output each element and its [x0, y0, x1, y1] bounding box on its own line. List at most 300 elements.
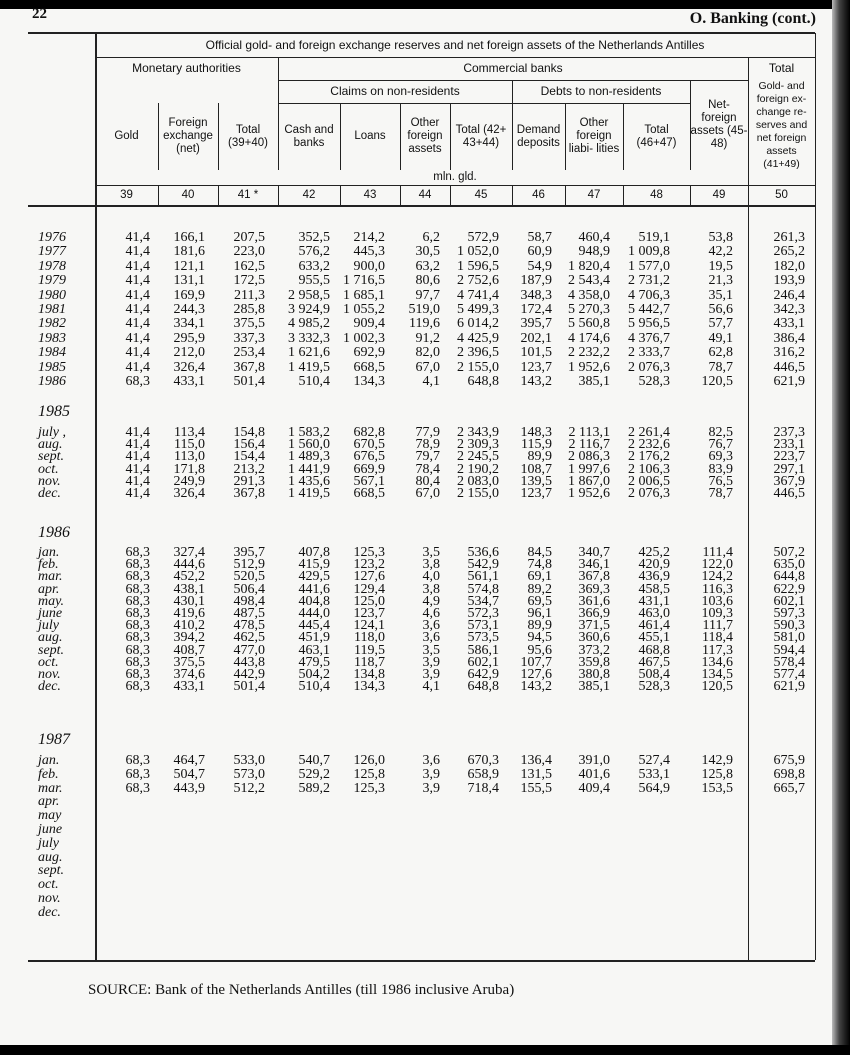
table-cell: 337,3 — [233, 330, 265, 346]
table-cell: 443,8 — [233, 654, 265, 670]
table-cell: 30,5 — [415, 244, 440, 260]
row-label: mar. — [38, 569, 63, 585]
table-cell: 622,9 — [773, 581, 805, 597]
table-cell: 451,9 — [298, 630, 330, 646]
table-cell: 4 358,0 — [568, 287, 610, 303]
table-cell: 621,9 — [773, 679, 805, 695]
table-cell: 327,4 — [173, 545, 205, 560]
table-cell: 698,8 — [773, 766, 805, 782]
table-cell: 125,3 — [353, 545, 385, 560]
table-cell: 79,7 — [415, 449, 440, 465]
table-cell: 127,6 — [353, 569, 385, 585]
table-cell: 444,6 — [173, 557, 205, 573]
table-cell: 431,1 — [638, 593, 670, 609]
column-number: 44 — [418, 189, 432, 201]
table-cell: 446,5 — [773, 486, 805, 501]
table-cell: 445,3 — [353, 244, 385, 260]
table-cell: 501,4 — [233, 374, 265, 389]
table-cell: 648,8 — [467, 679, 499, 695]
row-label: sept. — [38, 449, 65, 465]
table-cell: 126,0 — [353, 753, 385, 768]
table-cell: 375,5 — [173, 654, 205, 670]
table-cell: 67,0 — [415, 359, 440, 375]
column-header: Gold — [114, 130, 139, 142]
table-cell: 533,0 — [233, 753, 265, 768]
table-cell: 590,3 — [773, 618, 805, 634]
table-cell: 408,7 — [173, 642, 205, 658]
group-debts-non-residents: Debts to non-residents — [540, 84, 662, 98]
table-cell: 42,2 — [708, 244, 733, 260]
table-cell: 187,9 — [520, 273, 552, 289]
table-cell: 1 596,5 — [457, 258, 499, 274]
table-cell: 498,4 — [233, 593, 265, 609]
row-label: may — [38, 808, 62, 824]
table-cell: 573,1 — [467, 618, 499, 634]
table-cell: 101,5 — [520, 345, 552, 361]
table-cell: 4,1 — [422, 374, 440, 389]
table-title: Official gold- and foreign exchange reserves and net foreign assets of the Netherlands Antilles — [205, 37, 705, 52]
table-cell: 5 442,7 — [628, 302, 670, 317]
table-cell: 461,4 — [638, 618, 670, 634]
row-label: oct. — [38, 461, 59, 477]
table-cell: 69,5 — [527, 593, 552, 609]
table-cell: 68,3 — [125, 630, 150, 646]
table-cell: 4 376,7 — [628, 330, 670, 346]
table-cell: 95,6 — [527, 642, 552, 658]
table-cell: 212,0 — [173, 345, 205, 361]
table-cell: 348,3 — [520, 287, 552, 303]
table-cell: 342,3 — [773, 302, 805, 317]
table-cell: 4 985,2 — [288, 316, 330, 332]
table-cell: 35,1 — [708, 287, 733, 303]
group-total: Total — [768, 61, 795, 75]
scan-border-bottom — [0, 1045, 850, 1055]
table-cell: 669,9 — [353, 461, 385, 477]
table-cell: 429,5 — [298, 569, 330, 585]
column-number: 40 — [181, 189, 195, 201]
table-cell: 1 560,0 — [288, 437, 330, 453]
table-cell: 1 621,6 — [288, 345, 330, 361]
column-number: 49 — [712, 189, 726, 201]
table-cell: 68,3 — [125, 766, 150, 782]
table-cell: 2 116,7 — [568, 437, 610, 453]
table-cell: 597,3 — [773, 606, 805, 621]
table-cell: 373,2 — [578, 642, 610, 658]
table-cell: 139,5 — [520, 473, 552, 489]
table-cell: 68,3 — [125, 374, 150, 389]
table-cell: 692,9 — [353, 345, 385, 361]
table-cell: 76,5 — [708, 473, 733, 489]
table-cell: 76,7 — [708, 437, 733, 453]
table-cell: 116,3 — [702, 581, 733, 597]
table-cell: 4 706,3 — [628, 287, 670, 303]
table-cell: 478,5 — [233, 618, 265, 634]
table-cell: 504,7 — [173, 766, 205, 782]
table-cell: 374,6 — [173, 667, 205, 682]
table-cell: 682,8 — [353, 425, 385, 440]
table-cell: 69,1 — [527, 569, 552, 585]
table-cell: 467,5 — [638, 654, 670, 670]
table-cell: 124,1 — [353, 618, 385, 634]
table-cell: 668,5 — [353, 359, 385, 375]
table-cell: 5 270,3 — [568, 302, 610, 317]
table-cell: 460,4 — [578, 230, 610, 245]
table-cell: 4 741,4 — [457, 287, 499, 303]
table-cell: 2 113,1 — [568, 425, 610, 440]
table-cell: 635,0 — [773, 557, 805, 573]
table-cell: 394,2 — [173, 630, 205, 646]
table-cell: 1 055,2 — [343, 302, 385, 317]
table-cell: 68,3 — [125, 569, 150, 585]
table-cell: 2 958,5 — [288, 287, 330, 303]
table-cell: 1 952,6 — [568, 486, 610, 501]
table-cell: 41,4 — [125, 449, 150, 465]
table-cell: 2 261,4 — [628, 425, 670, 440]
table-cell: 326,4 — [173, 359, 205, 375]
table-cell: 527,4 — [638, 753, 670, 768]
table-cell: 41,4 — [125, 287, 150, 303]
table-cell: 153,5 — [701, 780, 733, 796]
table-cell: 171,8 — [173, 461, 205, 477]
table-cell: 572,3 — [467, 606, 499, 621]
table-cell: 479,5 — [298, 654, 330, 670]
table-cell: 108,7 — [520, 461, 552, 477]
table-cell: 124,2 — [701, 569, 733, 585]
table-cell: 446,5 — [773, 359, 805, 375]
table-cell: 542,9 — [467, 557, 499, 573]
table-cell: 129,4 — [353, 581, 385, 597]
table-cell: 117,3 — [702, 642, 733, 658]
table-cell: 1 002,3 — [343, 330, 385, 346]
table-cell: 41,4 — [125, 330, 150, 346]
row-label: 1981 — [38, 302, 66, 317]
table-cell: 68,3 — [125, 753, 150, 768]
table-cell: 5 560,8 — [568, 316, 610, 332]
table-cell: 487,5 — [233, 606, 265, 621]
table-cell: 1 489,3 — [288, 449, 330, 465]
table-cell: 718,4 — [467, 780, 499, 796]
table-cell: 540,7 — [298, 753, 330, 768]
table-cell: 172,5 — [233, 273, 265, 289]
table-cell: 367,8 — [233, 486, 265, 501]
table-cell: 528,3 — [638, 374, 670, 389]
table-cell: 3,6 — [422, 618, 440, 634]
table-cell: 415,9 — [298, 557, 330, 573]
table-cell: 56,6 — [708, 302, 733, 317]
table-cell: 41,4 — [125, 273, 150, 289]
table-cell: 443,9 — [173, 780, 205, 796]
table-cell: 464,7 — [173, 753, 205, 768]
table-cell: 107,7 — [520, 654, 552, 670]
table-cell: 2 309,3 — [457, 437, 499, 453]
table-cell: 2 076,3 — [628, 359, 670, 375]
column-header: Net- foreign assets (45-48) — [690, 99, 748, 150]
table-cell: 41,4 — [125, 230, 150, 245]
row-label: 1983 — [38, 330, 66, 346]
table-cell: 602,1 — [467, 654, 499, 670]
column-header: Total (42+ 43+44) — [455, 123, 507, 149]
table-cell: 68,3 — [125, 618, 150, 634]
table-cell: 58,7 — [527, 230, 552, 245]
table-cell: 468,8 — [638, 642, 670, 658]
table-cell: 3,5 — [422, 642, 440, 658]
table-cell: 3,9 — [422, 667, 440, 682]
scan-binding-edge — [832, 0, 850, 1055]
table-cell: 115,0 — [174, 437, 205, 453]
table-cell: 181,6 — [173, 244, 205, 260]
table-cell: 670,3 — [467, 753, 499, 768]
table-cell: 346,1 — [578, 557, 610, 573]
row-label: aug. — [38, 630, 63, 646]
table-cell: 519,1 — [638, 230, 670, 245]
table-cell: 533,1 — [638, 766, 670, 782]
section-title: O. Banking (cont.) — [689, 10, 816, 27]
table-cell: 223,7 — [773, 449, 805, 465]
table-cell: 430,1 — [173, 593, 205, 609]
table-cell: 297,1 — [773, 461, 805, 477]
table-cell: 78,4 — [415, 461, 440, 477]
table-cell: 573,5 — [467, 630, 499, 646]
table-cell: 586,1 — [467, 642, 499, 658]
table-cell: 445,4 — [298, 618, 330, 634]
table-cell: 80,4 — [415, 473, 440, 489]
table-cell: 118,0 — [354, 630, 385, 646]
table-cell: 89,2 — [527, 581, 552, 597]
table-cell: 41,4 — [125, 345, 150, 361]
table-cell: 2 333,7 — [628, 345, 670, 361]
rule — [28, 960, 815, 962]
table-cell: 207,5 — [233, 230, 265, 245]
table-cell: 955,5 — [298, 273, 330, 289]
table-cell: 420,9 — [638, 557, 670, 573]
source-note: SOURCE: Bank of the Netherlands Antilles (till 1986 inclusive Aruba) — [88, 982, 515, 998]
table-cell: 3,6 — [422, 753, 440, 768]
rule — [28, 32, 815, 34]
table-cell: 69,3 — [708, 449, 733, 465]
table-cell: 2 086,3 — [568, 449, 610, 465]
row-label: apr. — [38, 581, 60, 597]
table-cell: 1 952,6 — [568, 359, 610, 375]
table-cell: 1 009,8 — [628, 244, 670, 260]
table-cell: 581,0 — [773, 630, 805, 646]
table-cell: 123,7 — [520, 359, 552, 375]
row-label: 1982 — [38, 316, 66, 332]
table-cell: 506,4 — [233, 581, 265, 597]
table-cell: 82,5 — [708, 425, 733, 440]
row-label: july — [38, 835, 59, 851]
row-label: jan. — [38, 753, 60, 768]
table-cell: 41,4 — [125, 244, 150, 260]
table-cell: 77,9 — [415, 425, 440, 440]
table-cell: 115,9 — [521, 437, 552, 453]
table-cell: 125,3 — [353, 780, 385, 796]
table-cell: 120,5 — [701, 679, 733, 695]
table-cell: 89,9 — [527, 449, 552, 465]
table-cell: 477,0 — [233, 642, 265, 658]
table-cell: 148,3 — [520, 425, 552, 440]
table-cell: 561,1 — [467, 569, 499, 585]
table-cell: 2 232,6 — [628, 437, 670, 453]
column-header: Total (39+40) — [228, 123, 268, 149]
column-number: 50 — [775, 189, 788, 201]
table-cell: 642,9 — [467, 667, 499, 682]
table-cell: 3,9 — [422, 766, 440, 782]
table-cell: 261,3 — [773, 230, 805, 245]
table-cell: 395,7 — [520, 316, 552, 332]
table-cell: 508,4 — [638, 667, 670, 682]
table-cell: 334,1 — [173, 316, 205, 332]
table-cell: 68,3 — [125, 780, 150, 796]
table-cell: 458,5 — [638, 581, 670, 597]
row-label: 1977 — [38, 244, 66, 260]
table-cell: 391,0 — [578, 753, 610, 768]
table-cell: 340,7 — [578, 545, 610, 560]
row-label: mar. — [38, 780, 63, 796]
table-cell: 658,9 — [467, 766, 499, 782]
table-cell: 2 731,2 — [628, 273, 670, 289]
table-cell: 2 076,3 — [628, 486, 670, 501]
table-cell: 1 820,4 — [568, 258, 610, 274]
table-cell: 78,7 — [708, 486, 733, 501]
column-header: Foreign exchange (net) — [163, 117, 213, 155]
table-cell: 3,9 — [422, 780, 440, 796]
table-cell: 249,9 — [173, 473, 205, 489]
table-cell: 621,9 — [773, 374, 805, 389]
column-header: Total (46+47) — [636, 123, 677, 149]
table-cell: 2 232,2 — [568, 345, 610, 361]
table-cell: 3,8 — [422, 557, 440, 573]
table-cell: 404,8 — [298, 593, 330, 609]
table-cell: 2 083,0 — [457, 473, 499, 489]
table-cell: 246,4 — [773, 287, 805, 303]
table-cell: 1 577,0 — [628, 258, 670, 274]
rule — [95, 57, 815, 58]
row-label: apr. — [38, 794, 60, 810]
table-cell: 123,2 — [353, 557, 385, 573]
table-cell: 375,5 — [233, 316, 265, 332]
row-label: nov. — [38, 667, 61, 682]
table-cell: 574,8 — [467, 581, 499, 597]
row-label: 1985 — [38, 359, 66, 375]
table-cell: 134,3 — [353, 374, 385, 389]
table-cell: 316,2 — [773, 345, 805, 361]
table-cell: 134,8 — [353, 667, 385, 682]
table-cell: 49,1 — [708, 330, 733, 346]
table-cell: 1 052,0 — [457, 244, 499, 260]
table-cell: 111,7 — [702, 618, 733, 634]
table-cell: 589,2 — [298, 780, 330, 796]
column-number: 41 * — [237, 189, 259, 201]
table-cell: 425,2 — [638, 545, 670, 560]
table-cell: 455,1 — [638, 630, 670, 646]
table-cell: 113,4 — [174, 425, 205, 440]
column-number: 43 — [363, 189, 377, 201]
table-cell: 2 245,5 — [457, 449, 499, 465]
table-cell: 54,9 — [527, 258, 552, 274]
table-cell: 2 396,5 — [457, 345, 499, 361]
row-label: nov. — [38, 473, 61, 489]
table-cell: 442,9 — [233, 667, 265, 682]
table-cell: 119,5 — [354, 642, 385, 658]
table-cell: 142,9 — [701, 753, 733, 768]
table-cell: 2 543,4 — [568, 273, 610, 289]
column-number: 48 — [650, 189, 663, 201]
column-number: 47 — [587, 189, 601, 201]
table-cell: 6 014,2 — [457, 316, 499, 332]
table-cell: 68,3 — [125, 654, 150, 670]
table-cell: 510,4 — [298, 679, 330, 695]
table-cell: 3,9 — [422, 654, 440, 670]
table-cell: 567,1 — [353, 473, 385, 489]
table-cell: 576,2 — [298, 244, 330, 260]
row-label: june — [38, 822, 63, 837]
table-cell: 441,6 — [298, 581, 330, 597]
table-cell: 367,8 — [578, 569, 610, 585]
table-cell: 68,3 — [125, 606, 150, 621]
table-cell: 519,0 — [408, 302, 440, 317]
table-cell: 96,1 — [527, 606, 552, 621]
table-cell: 676,5 — [353, 449, 385, 465]
table-cell: 385,1 — [578, 679, 610, 695]
table-cell: 2 752,6 — [457, 273, 499, 289]
table-cell: 237,3 — [773, 425, 805, 440]
table-cell: 62,8 — [708, 345, 733, 361]
table-cell: 3 332,3 — [288, 330, 330, 346]
table-cell: 109,3 — [701, 606, 733, 621]
table-cell: 534,7 — [467, 593, 499, 609]
table-cell: 41,4 — [125, 302, 150, 317]
table-cell: 123,7 — [520, 486, 552, 501]
table-cell: 5 956,5 — [628, 316, 670, 332]
table-cell: 41,4 — [125, 473, 150, 489]
table-cell: 156,4 — [233, 437, 265, 453]
table-cell: 512,9 — [233, 557, 265, 573]
table-cell: 1 419,5 — [288, 486, 330, 501]
table-cell: 118,4 — [702, 630, 733, 646]
table-cell: 5 499,3 — [457, 302, 499, 317]
table-cell: 1 685,1 — [343, 287, 385, 303]
table-cell: 507,2 — [773, 545, 805, 560]
table-cell: 602,1 — [773, 593, 805, 609]
table-cell: 127,6 — [520, 667, 552, 682]
table-cell: 125,8 — [701, 766, 733, 782]
table-cell: 134,5 — [701, 667, 733, 682]
table-cell: 202,1 — [520, 330, 552, 346]
row-label: dec. — [38, 679, 61, 695]
table-cell: 94,5 — [527, 630, 552, 646]
table-cell: 111,4 — [702, 545, 733, 560]
table-cell: 510,4 — [298, 374, 330, 389]
table-cell: 78,7 — [708, 359, 733, 375]
table-cell: 371,5 — [578, 618, 610, 634]
row-label: nov. — [38, 891, 61, 906]
table-cell: 369,3 — [578, 581, 610, 597]
table-cell: 41,4 — [125, 258, 150, 274]
group-monetary-authorities: Monetary authorities — [132, 61, 241, 75]
row-label: july , — [38, 425, 66, 440]
table-cell: 131,5 — [520, 766, 552, 782]
table-cell: 4 425,9 — [457, 330, 499, 346]
row-label: oct. — [38, 877, 59, 893]
table-cell: 41,4 — [125, 425, 150, 440]
table-cell: 265,2 — [773, 244, 805, 260]
table-cell: 433,1 — [173, 679, 205, 695]
table-cell: 78,9 — [415, 437, 440, 453]
rule — [28, 205, 815, 207]
row-label: 1984 — [38, 345, 66, 361]
table-cell: 578,4 — [773, 654, 805, 670]
table-cell: 125,8 — [353, 766, 385, 782]
